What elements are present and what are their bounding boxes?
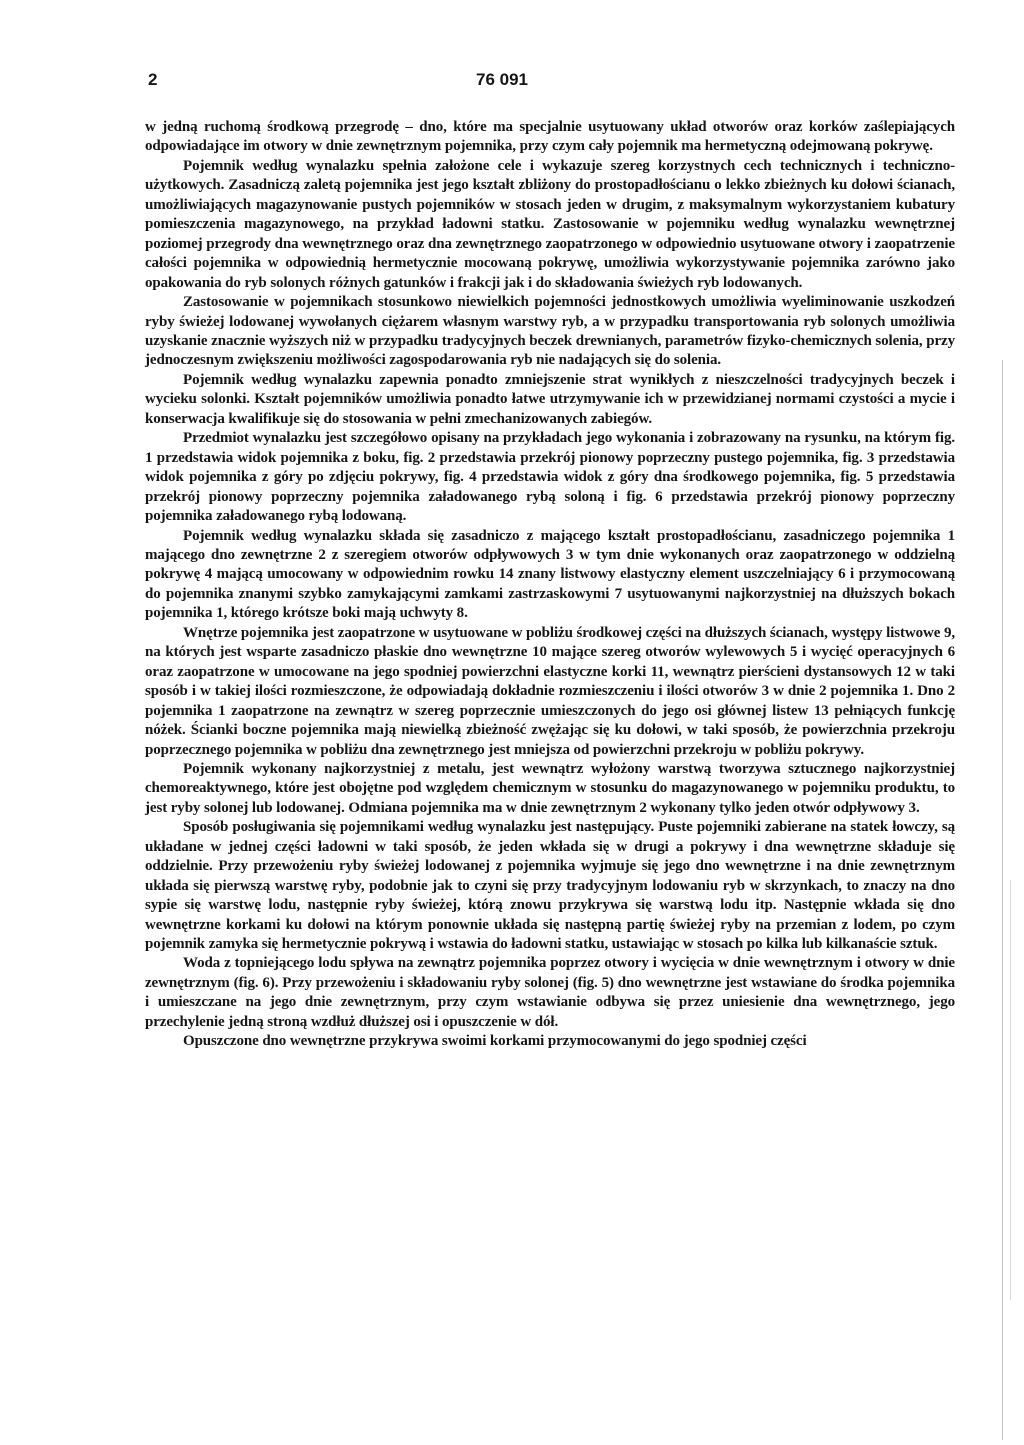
paragraph: Przedmiot wynalazku jest szczegółowo opisany na przykładach jego wykonania i zobrazowany na rysunku, na którym fig. 1 przedstawia widok pojemnika z boku, fig. 2 przedstawia przekrój pionowy poprzeczny pustego pojemnika, fig. 3 przedstawia widok pojemnika z góry po zdjęciu pokrywy, fig. 4 przedstawia widok z góry dna środkowego pojemnika, fig. 5 przedstawia przekrój pionowy poprzeczny pojemnika załadowanego rybą soloną i fig. 6 przedstawia przekrój pionowy poprzeczny pojemnika załadowanego rybą lodowaną. [145, 430, 955, 525]
paragraph: Woda z topniejącego lodu spływa na zewnątrz pojemnika poprzez otwory i wycięcia w dnie wewnętrznym i otwory w dnie zewnętrznym (fig. 6). Przy przewożeniu i składowaniu ryby solonej (fig. 5) dno wewnętrzne jest wstawiane do środka pojemnika i umieszczane na jego dnie zewnętrznym, przy czym wstawianie odbywa się przez uniesienie dna wewnętrznego, jego przechylenie jedną stroną wzdłuż dłuższej osi i opuszczenie w dół. [145, 955, 955, 1030]
paragraph: Zastosowanie w pojemnikach stosunkowo niewielkich pojemności jednostkowych umożliwia wyeliminowanie uszkodzeń ryby świeżej lodowanej wywołanych ciężarem własnym warstwy ryb, a w przypadku transportowania ryb solonych umożliwia uzyskanie znacznie wyższych niż w przypadku tradycyjnych beczek drewnianych, parametrów fizyko-chemicznych solenia, przy jednoczesnym zwiększeniu możliwości zagospodarowania ryb nie nadających się do solenia. [145, 294, 955, 369]
scan-margin-line [1002, 360, 1003, 1440]
paragraph-continuation: w jedną ruchomą środkową przegrodę – dno, które ma specjalnie usytuowany układ otworów oraz korków zaślepiających odpowiadające im otwory w dnie zewnętrznym pojemnika, przy czym cały pojemnik ma hermetyczną odejmowaną pokrywę. [145, 119, 955, 155]
paragraph: Pojemnik według wynalazku zapewnia ponadto zmniejszenie strat wynikłych z nieszczelności tradycyjnych beczek i wycieku solonki. Kształt pojemników umożliwia ponadto łatwe utrzymywanie ich w przewidzianej normami czystości a mycie i konserwacja kwalifikuje się do stosowania w pełni zmechanizowanych zabiegów. [145, 371, 955, 427]
paragraph: Pojemnik według wynalazku składa się zasadniczo z mającego kształt prostopadłościanu, zasadniczego pojemnika 1 mającego dno zewnętrzne 2 z szeregiem otworów odpływowych 3 w tym dnie wykonanych oraz zaopatrzonego w oddzielną pokrywę 4 mającą umocowany w odpowiednim rowku 14 znany listwowy elastyczny element uszczelniający 6 i przymocowaną do pojemnika znanymi szybko zamykającymi zamkami zastrzaskowymi 7 usytuowanymi najkorzystniej na dłuższych bokach pojemnika 1, którego krótsze boki mają uchwyty 8. [145, 527, 955, 622]
paragraph: Wnętrze pojemnika jest zaopatrzone w usytuowane w pobliżu środkowej części na dłuższych ścianach, występy listwowe 9, na których jest wsparte zasadniczo płaskie dno wewnętrzne 10 mające szereg otworów wylewowych 5 i wycięć operacyjnych 6 oraz zaopatrzone w umocowane na jego spodniej powierzchni elastyczne korki 11, wewnątrz pierścieni dystansowych 12 w taki sposób i w takiej ilości rozmieszczone, że odpowiadają dokładnie rozmieszczeniu i ilości otworów 3 w dnie 2 pojemnika 1. Dno 2 pojemnika 1 zaopatrzone na zewnątrz w szereg poprzecznie umieszczonych do jego osi głównej listew 13 pełniących funkcję nóżek. Ścianki boczne pojemnika mają niewielką zbieżność zwężając się ku dołowi, w taki sposób, że powierzchnia przekroju poprzecznego pojemnika w pobliżu dna zewnętrznego jest mniejsza od powierzchni przekroju w pobliżu pokrywy. [145, 624, 955, 758]
document-number: 76 091 [476, 70, 528, 89]
body-text [145, 118, 955, 1052]
scan-margin-line [1010, 880, 1011, 1300]
paragraph: Opuszczone dno wewnętrzne przykrywa swoimi korkami przymocowanymi do jego spodniej części [183, 1033, 807, 1050]
paragraph: Pojemnik według wynalazku spełnia założone cele i wykazuje szereg korzystnych cech technicznych i techniczno-użytkowych. Zasadniczą zaletą pojemnika jest jego kształt zbliżony do prostopadłościanu o lekko zbieżnych ku dołowi ścianach, umożliwiających magazynowanie pustych pojemników w stosach jeden w drugim, z maksymalnym wykorzystaniem kubatury pomieszczenia magazynowego, na przykład ładowni statku. Zastosowanie w pojemniku według wynalazku wewnętrznej poziomej przegrody dna wewnętrznego oraz dna zewnętrznego zaopatrzonego w odpowiednio usytuowane otwory i zaopatrzenie całości pojemnika w odpowiednią hermetycznie mocowaną pokrywę, umożliwia wykorzystywanie pojemnika zarówno jako opakowania do ryb solonych różnych gatunków i frakcji jak i do składowania świeżych ryb lodowanych. [145, 157, 955, 291]
page-number: 2 [148, 70, 158, 89]
paragraph: Pojemnik wykonany najkorzystniej z metalu, jest wewnątrz wyłożony warstwą tworzywa sztucznego najkorzystniej chemoreaktywnego, które jest obojętne pod względem chemicznym w stosunku do magazynowanego w pojemniku produktu, to jest ryby solonej lub lodowanej. Odmiana pojemnika ma w dnie zewnętrznym 2 wykonany tylko jeden otwór odpływowy 3. [145, 760, 955, 816]
paragraph: Sposób posługiwania się pojemnikami według wynalazku jest następujący. Puste pojemniki zabierane na statek łowczy, są układane w jednej części ładowni w taki sposób, że jeden wkłada się w drugi a pokrywy i dna wewnętrzne składuje się oddzielnie. Przy przewożeniu ryby świeżej lodowanej z pojemnika wyjmuje się jego dno wewnętrzne i na dnie zewnętrznym układa się pierwszą warstwę ryby, podobnie jak to czyni się przy tradycyjnym lodowaniu ryb w skrzynkach, to znaczy na dno sypie się warstwę lodu, następnie ryby świeżej, którą znowu przykrywa się warstwą lodu itp. Następnie wkłada się dno wewnętrzne korkami ku dołowi na którym ponownie układa się następną partię świeżej ryby na przemian z lodem, po czym pojemnik zamyka się hermetycznie pokrywą i wstawia do ładowni statku, ustawiając w stosach po kilka lub kilkanaście sztuk. [145, 819, 955, 953]
